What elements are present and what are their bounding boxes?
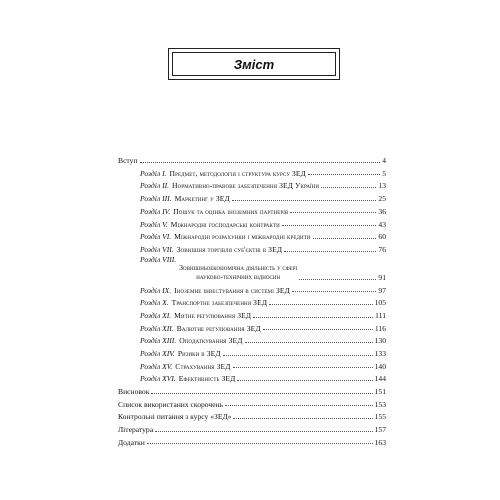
section-title: Ризики в ЗЕД <box>177 349 221 359</box>
section-title: Валютне регулювання ЗЕД <box>176 323 261 333</box>
section-title: Міжнародні розрахунки і міжнародні кредити <box>174 232 311 242</box>
section-title: Транспортне забезпечення ЗЕД <box>171 298 268 308</box>
toc-page-number: 157 <box>374 425 386 435</box>
section-number: Розділ VIII. <box>140 254 177 264</box>
dot-leader <box>253 317 373 318</box>
toc-page-number: 153 <box>374 399 386 409</box>
toc-page-number: 116 <box>374 323 386 333</box>
section-number: Розділ XVI. <box>140 374 176 384</box>
toc-row <box>118 408 386 421</box>
section-title: Нормативно-правове забезпечення ЗЕД України <box>172 181 320 191</box>
section-number: Розділ XV. <box>140 361 173 371</box>
dot-leader <box>151 393 372 394</box>
toc-entry-label: Вступ <box>118 156 138 166</box>
section-title: Зовнішня торгівля суб'єктів в ЗЕД <box>176 244 283 254</box>
toc-entry-label: Висновок <box>118 387 150 397</box>
toc-row <box>118 228 386 241</box>
toc-row <box>118 282 386 295</box>
section-title: Пошук та оцінка іноземних партнерів <box>173 206 289 216</box>
page-title: Зміст <box>233 56 275 72</box>
toc-row <box>118 241 386 254</box>
section-number: Розділ XIII. <box>140 336 177 346</box>
dot-leader <box>233 418 372 419</box>
section-title: Іноземне інвестування в системі ЗЕД <box>174 285 290 295</box>
section-title: Страхування ЗЕД <box>175 361 231 371</box>
toc-row <box>118 294 386 307</box>
section-number: Розділ III. <box>140 194 172 204</box>
dot-leader <box>269 304 373 305</box>
dot-leader <box>263 329 373 330</box>
toc-row <box>118 215 386 228</box>
toc-page-number: 144 <box>374 374 386 384</box>
dot-leader <box>225 405 372 406</box>
toc-page-number: 4 <box>382 156 386 166</box>
section-title: Міжнародні господарські контракти <box>170 219 280 229</box>
section-number: Розділ I. <box>140 168 167 178</box>
dot-leader <box>245 342 373 343</box>
dot-leader <box>308 174 380 175</box>
section-number: Розділ V. <box>140 219 168 229</box>
toc-row <box>118 332 386 345</box>
toc-row <box>118 203 386 216</box>
toc-row <box>118 152 386 165</box>
section-title: Ефективність ЗЕД <box>178 374 236 384</box>
dot-leader <box>321 187 376 188</box>
section-number: Розділ II. <box>140 181 170 191</box>
dot-leader <box>290 212 376 213</box>
table-of-contents <box>118 152 386 446</box>
toc-row <box>118 307 386 320</box>
dot-leader <box>140 162 381 163</box>
dot-leader <box>237 380 372 381</box>
toc-entry-label: Література <box>118 425 154 435</box>
toc-page-number: 25 <box>378 194 386 204</box>
toc-row <box>118 345 386 358</box>
toc-page-number: 140 <box>374 361 386 371</box>
toc-page-number: 76 <box>378 244 386 254</box>
dot-leader <box>233 367 373 368</box>
dot-leader <box>299 279 376 280</box>
toc-row <box>118 383 386 396</box>
dot-leader <box>147 443 373 444</box>
toc-page-number: 111 <box>375 310 386 320</box>
section-number: Розділ XI. <box>140 310 172 320</box>
toc-row <box>118 434 386 447</box>
toc-row <box>118 190 386 203</box>
toc-row <box>118 320 386 333</box>
section-title: Маркетинг у ЗЕД <box>174 194 230 204</box>
toc-page-number: 36 <box>378 206 386 216</box>
toc-row <box>118 358 386 371</box>
toc-page-number: 91 <box>378 272 386 282</box>
toc-page-number: 155 <box>374 412 386 422</box>
toc-row <box>118 421 386 434</box>
toc-row <box>118 396 386 409</box>
toc-page-number: 163 <box>374 437 386 447</box>
section-number: Розділ IX. <box>140 285 172 295</box>
section-number: Розділ VII. <box>140 244 174 254</box>
section-title-multiline <box>179 263 297 282</box>
toc-page-number: 43 <box>378 219 386 229</box>
toc-page-number: 151 <box>374 387 386 397</box>
section-number: Розділ IV. <box>140 206 171 216</box>
dot-leader <box>292 291 376 292</box>
toc-entry-label: Контрольні питання з курсу «ЗЕД» <box>118 412 232 422</box>
dot-leader <box>313 238 377 239</box>
toc-entry-label: Список використаних скорочень <box>118 399 224 409</box>
section-number: Розділ XII. <box>140 323 174 333</box>
toc-page-number: 130 <box>374 336 386 346</box>
toc-page-number: 97 <box>378 285 386 295</box>
dot-leader <box>223 355 373 356</box>
toc-row <box>118 177 386 190</box>
toc-row <box>118 165 386 178</box>
section-title: Митне регулювання ЗЕД <box>174 310 252 320</box>
toc-entry-label: Додатки <box>118 437 145 447</box>
title-inner-frame <box>172 52 336 76</box>
title-frame <box>168 48 340 80</box>
toc-page-number: 60 <box>378 232 386 242</box>
toc-row <box>118 254 386 282</box>
toc-page-number: 13 <box>378 181 386 191</box>
toc-page-number: 133 <box>374 349 386 359</box>
section-number: Розділ VI. <box>140 232 172 242</box>
section-title-line: науково-технічних відносин <box>196 272 281 282</box>
toc-row <box>118 370 386 383</box>
section-number: Розділ X. <box>140 298 169 308</box>
section-number: Розділ XIV. <box>140 349 175 359</box>
dot-leader <box>282 225 377 226</box>
section-title-line: Зовнішньоекономічна діяльність у сфері <box>179 262 298 272</box>
section-title: Оподаткування ЗЕД <box>179 336 243 346</box>
dot-leader <box>155 431 373 432</box>
dot-leader <box>232 200 377 201</box>
toc-page-number: 5 <box>382 168 386 178</box>
section-title: Предмет, методологія і структура курсу ЗЕД <box>169 168 306 178</box>
dot-leader <box>284 251 376 252</box>
toc-page-number: 105 <box>374 298 386 308</box>
